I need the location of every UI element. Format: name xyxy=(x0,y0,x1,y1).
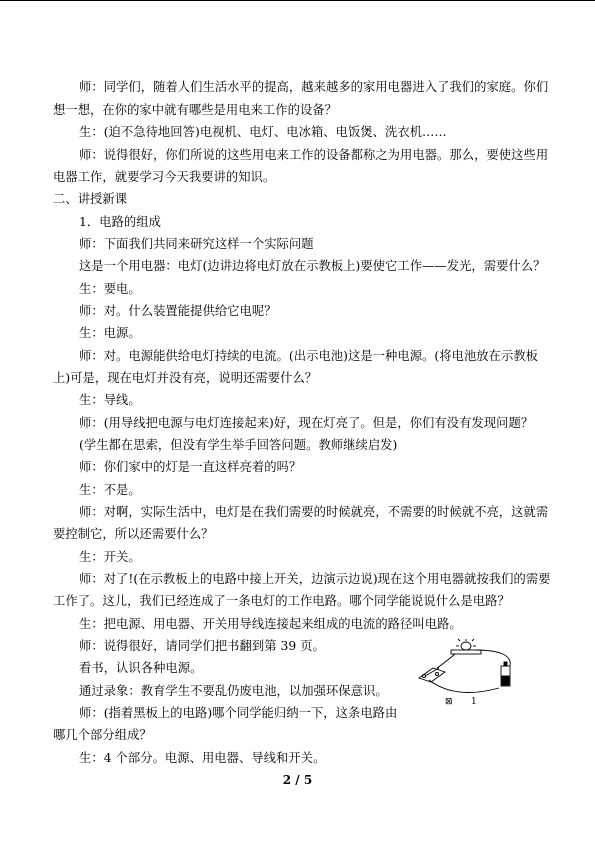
text-line: 生：开关。 xyxy=(79,550,141,564)
text-line: 师：说得很好，你们所说的这些用电来工作的设备都称之为用电器。那么，要使这些用 xyxy=(79,148,549,162)
text-line: 看书，认识各种电源。 xyxy=(79,661,203,675)
text-line: 工作了。这儿，我们已经连成了一条电灯的工作电路。哪个同学能说说什么是电路？ xyxy=(53,594,510,608)
text-line: 师：说得很好，请同学们把书翻到第 39 页。 xyxy=(79,639,325,653)
page-number: 2 / 5 xyxy=(282,773,313,787)
text-line: 师：你们家中的灯是一直这样亮着的吗？ xyxy=(79,460,302,474)
text-line: 哪几个部分组成？ xyxy=(53,728,152,742)
text-line: (学生都在思索，但没有学生举手回答问题。教师继续启发) xyxy=(79,438,398,452)
text-line: 师：对。电源能供给电灯持续的电流。(出示电池)这是一种电源。(将电池放在示教板 xyxy=(79,349,539,363)
lamp-icon xyxy=(451,639,481,654)
text-line: 师：下面我们共同来研究这样一个实际问题 xyxy=(79,237,314,251)
text-line: 要控制它，所以还需要什么？ xyxy=(53,527,214,541)
text-line: 师：对了!(在示教板上的电路中接上开关，边演示边说)现在这个用电器就按我们的需要 xyxy=(79,572,551,586)
text-line: 生：把电源、用电器、开关用导线连接起来组成的电流的路径叫电路。 xyxy=(79,617,462,631)
text-line: 想一想，在你的家中就有哪些是用电来工作的设备？ xyxy=(53,103,337,117)
text-line: 通过录象：教育学生不要乱仍废电池，以加强环保意识。 xyxy=(79,684,388,698)
circuit-figure xyxy=(415,638,530,712)
text-line: 上)可是，现在电灯并没有亮，说明还需要什么？ xyxy=(53,371,318,385)
circuit-diagram xyxy=(415,638,530,712)
header-rule xyxy=(0,0,595,1)
text-line: 师：同学们，随着人们生活水平的提高，越来越多的家用电器进入了我们的家庭。你们 xyxy=(79,80,549,94)
text-line: 生：要电。 xyxy=(79,282,141,296)
battery-icon xyxy=(501,662,510,686)
switch-icon xyxy=(419,668,445,682)
text-line: 师：(用导线把电源与电灯连接起来)好，现在灯亮了。但是，你们有没有发现问题？ xyxy=(79,416,534,430)
figure-number-label: 1 xyxy=(471,697,477,707)
text-line: 生：4 个部分。电源、用电器、导线和开关。 xyxy=(79,751,326,765)
text-line: 生：电源。 xyxy=(79,326,141,340)
subsection-heading: 1．电路的组成 xyxy=(79,215,161,229)
text-line: 这是一个用电器：电灯(边讲边将电灯放在示教板上)要使它工作——发光，需要什么？ xyxy=(79,259,546,273)
text-line: 师：(指着黑板上的电路)哪个同学能归纳一下，这条电路由 xyxy=(79,706,398,720)
text-line: 生：(迫不急待地回答)电视机、电灯、电冰箱、电饭煲、洗衣机…… xyxy=(79,125,447,139)
figure-box-label: ⊠ xyxy=(445,697,453,707)
text-line: 生：导线。 xyxy=(79,393,141,407)
text-line: 师：对啊，实际生活中，电灯是在我们需要的时候就亮，不需要的时候就不亮，这就需 xyxy=(79,505,549,519)
text-line: 生：不是。 xyxy=(79,483,141,497)
text-line: 电器工作，就要学习今天我要讲的知识。 xyxy=(53,170,276,184)
section-heading: 二、讲授新课 xyxy=(53,192,128,206)
text-line: 师：对。什么装置能提供给它电呢？ xyxy=(79,304,277,318)
